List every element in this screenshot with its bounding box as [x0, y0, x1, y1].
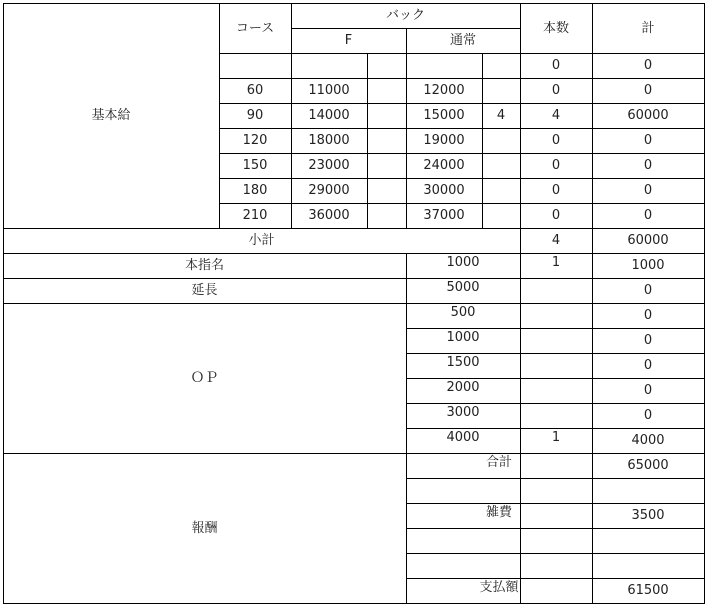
nomination-label: 本指名	[184, 258, 224, 273]
back-normal-qty-cell	[482, 128, 520, 153]
count-cell: 4	[551, 108, 561, 123]
nomination-price: 1000	[446, 255, 480, 270]
option-price: 500	[450, 305, 476, 320]
total-cell: 0	[643, 208, 653, 223]
column-header-back-normal: 通常	[449, 33, 476, 48]
option-price: 2000	[446, 380, 480, 395]
grid-line	[3, 603, 705, 604]
course-cell: 210	[242, 208, 268, 223]
back-normal-price-cell: 37000	[423, 208, 465, 223]
option-count	[520, 303, 592, 328]
compensation-item-label: 支払額	[479, 580, 519, 595]
compensation-item-label	[406, 478, 592, 503]
compensation-item-value	[592, 553, 704, 578]
base-pay-label: 基本給	[91, 108, 131, 123]
back-normal-qty-cell	[482, 203, 520, 228]
back-f-qty-cell	[367, 178, 406, 203]
course-cell: 60	[246, 83, 264, 98]
option-total: 0	[643, 358, 653, 373]
back-f-price-cell: 36000	[308, 208, 350, 223]
course-cell: 150	[242, 158, 268, 173]
back-f-price-cell	[291, 53, 367, 78]
column-header-count: 本数	[542, 20, 569, 36]
extension-count	[520, 278, 592, 303]
option-price: 4000	[446, 430, 480, 445]
extension-label: 延長	[191, 283, 218, 298]
compensation-item-label	[406, 553, 592, 578]
course-cell: 180	[242, 183, 268, 198]
option-count: 1	[551, 430, 561, 445]
option-total: 0	[643, 408, 653, 423]
option-total: 0	[643, 333, 653, 348]
count-cell: 0	[551, 158, 561, 173]
back-normal-qty-cell	[482, 53, 520, 78]
count-cell: 0	[551, 133, 561, 148]
back-normal-qty-cell	[482, 178, 520, 203]
total-cell: 60000	[627, 108, 669, 123]
course-cell	[219, 53, 291, 78]
count-cell: 0	[551, 208, 561, 223]
back-f-qty-cell	[367, 203, 406, 228]
back-f-qty-cell	[367, 78, 406, 103]
column-header-total: 計	[641, 20, 655, 36]
back-f-price-cell: 29000	[308, 183, 350, 198]
compensation-item-value: 3500	[631, 508, 665, 523]
back-normal-price-cell: 19000	[423, 133, 465, 148]
compensation-item-value	[592, 478, 704, 503]
back-normal-price-cell: 30000	[423, 183, 465, 198]
option-total: 4000	[631, 433, 665, 448]
option-total: 0	[643, 308, 653, 323]
compensation-item-value: 65000	[627, 458, 669, 473]
options-label: ＯＰ	[190, 370, 219, 386]
back-normal-price-cell: 12000	[423, 83, 465, 98]
total-cell: 0	[643, 158, 653, 173]
back-normal-price-cell	[406, 53, 482, 78]
option-price: 1500	[446, 355, 480, 370]
count-cell: 0	[551, 183, 561, 198]
back-normal-price-cell: 24000	[423, 158, 465, 173]
compensation-item-value	[592, 528, 704, 553]
compensation-item-label: 雑費	[485, 505, 512, 520]
nomination-count: 1	[551, 255, 561, 270]
option-price: 3000	[446, 405, 480, 420]
back-f-qty-cell	[367, 103, 406, 128]
option-count	[520, 378, 592, 403]
option-price: 1000	[446, 330, 480, 345]
count-cell: 0	[551, 83, 561, 98]
option-count	[520, 353, 592, 378]
compensation-item-label: 合計	[485, 455, 512, 470]
count-cell: 0	[551, 58, 561, 73]
subtotal-total: 60000	[627, 233, 669, 248]
total-cell: 0	[643, 58, 653, 73]
total-cell: 0	[643, 83, 653, 98]
compensation-item-label	[406, 528, 592, 553]
course-cell: 90	[246, 108, 264, 123]
back-f-qty-cell	[367, 128, 406, 153]
column-header-back: バック	[385, 8, 425, 23]
option-total: 0	[643, 383, 653, 398]
back-f-price-cell: 14000	[308, 108, 350, 123]
column-header-course: コース	[235, 20, 275, 36]
subtotal-count: 4	[551, 233, 561, 248]
back-normal-qty-cell	[482, 153, 520, 178]
subtotal-label: 小計	[248, 233, 275, 248]
total-cell: 0	[643, 133, 653, 148]
column-header-back-f: F	[344, 33, 353, 48]
compensation-label: 報酬	[191, 520, 218, 536]
extension-total: 0	[643, 283, 653, 298]
back-f-qty-cell	[367, 53, 406, 78]
total-cell: 0	[643, 183, 653, 198]
compensation-item-value: 61500	[627, 583, 669, 598]
back-f-price-cell: 18000	[308, 133, 350, 148]
back-normal-price-cell: 15000	[423, 108, 465, 123]
back-f-price-cell: 11000	[308, 83, 350, 98]
back-f-price-cell: 23000	[308, 158, 350, 173]
course-cell: 120	[242, 133, 268, 148]
back-normal-qty-cell: 4	[496, 108, 506, 123]
option-count	[520, 328, 592, 353]
back-normal-qty-cell	[482, 78, 520, 103]
option-count	[520, 403, 592, 428]
extension-price: 5000	[446, 280, 480, 295]
nomination-total: 1000	[631, 258, 665, 273]
back-f-qty-cell	[367, 153, 406, 178]
